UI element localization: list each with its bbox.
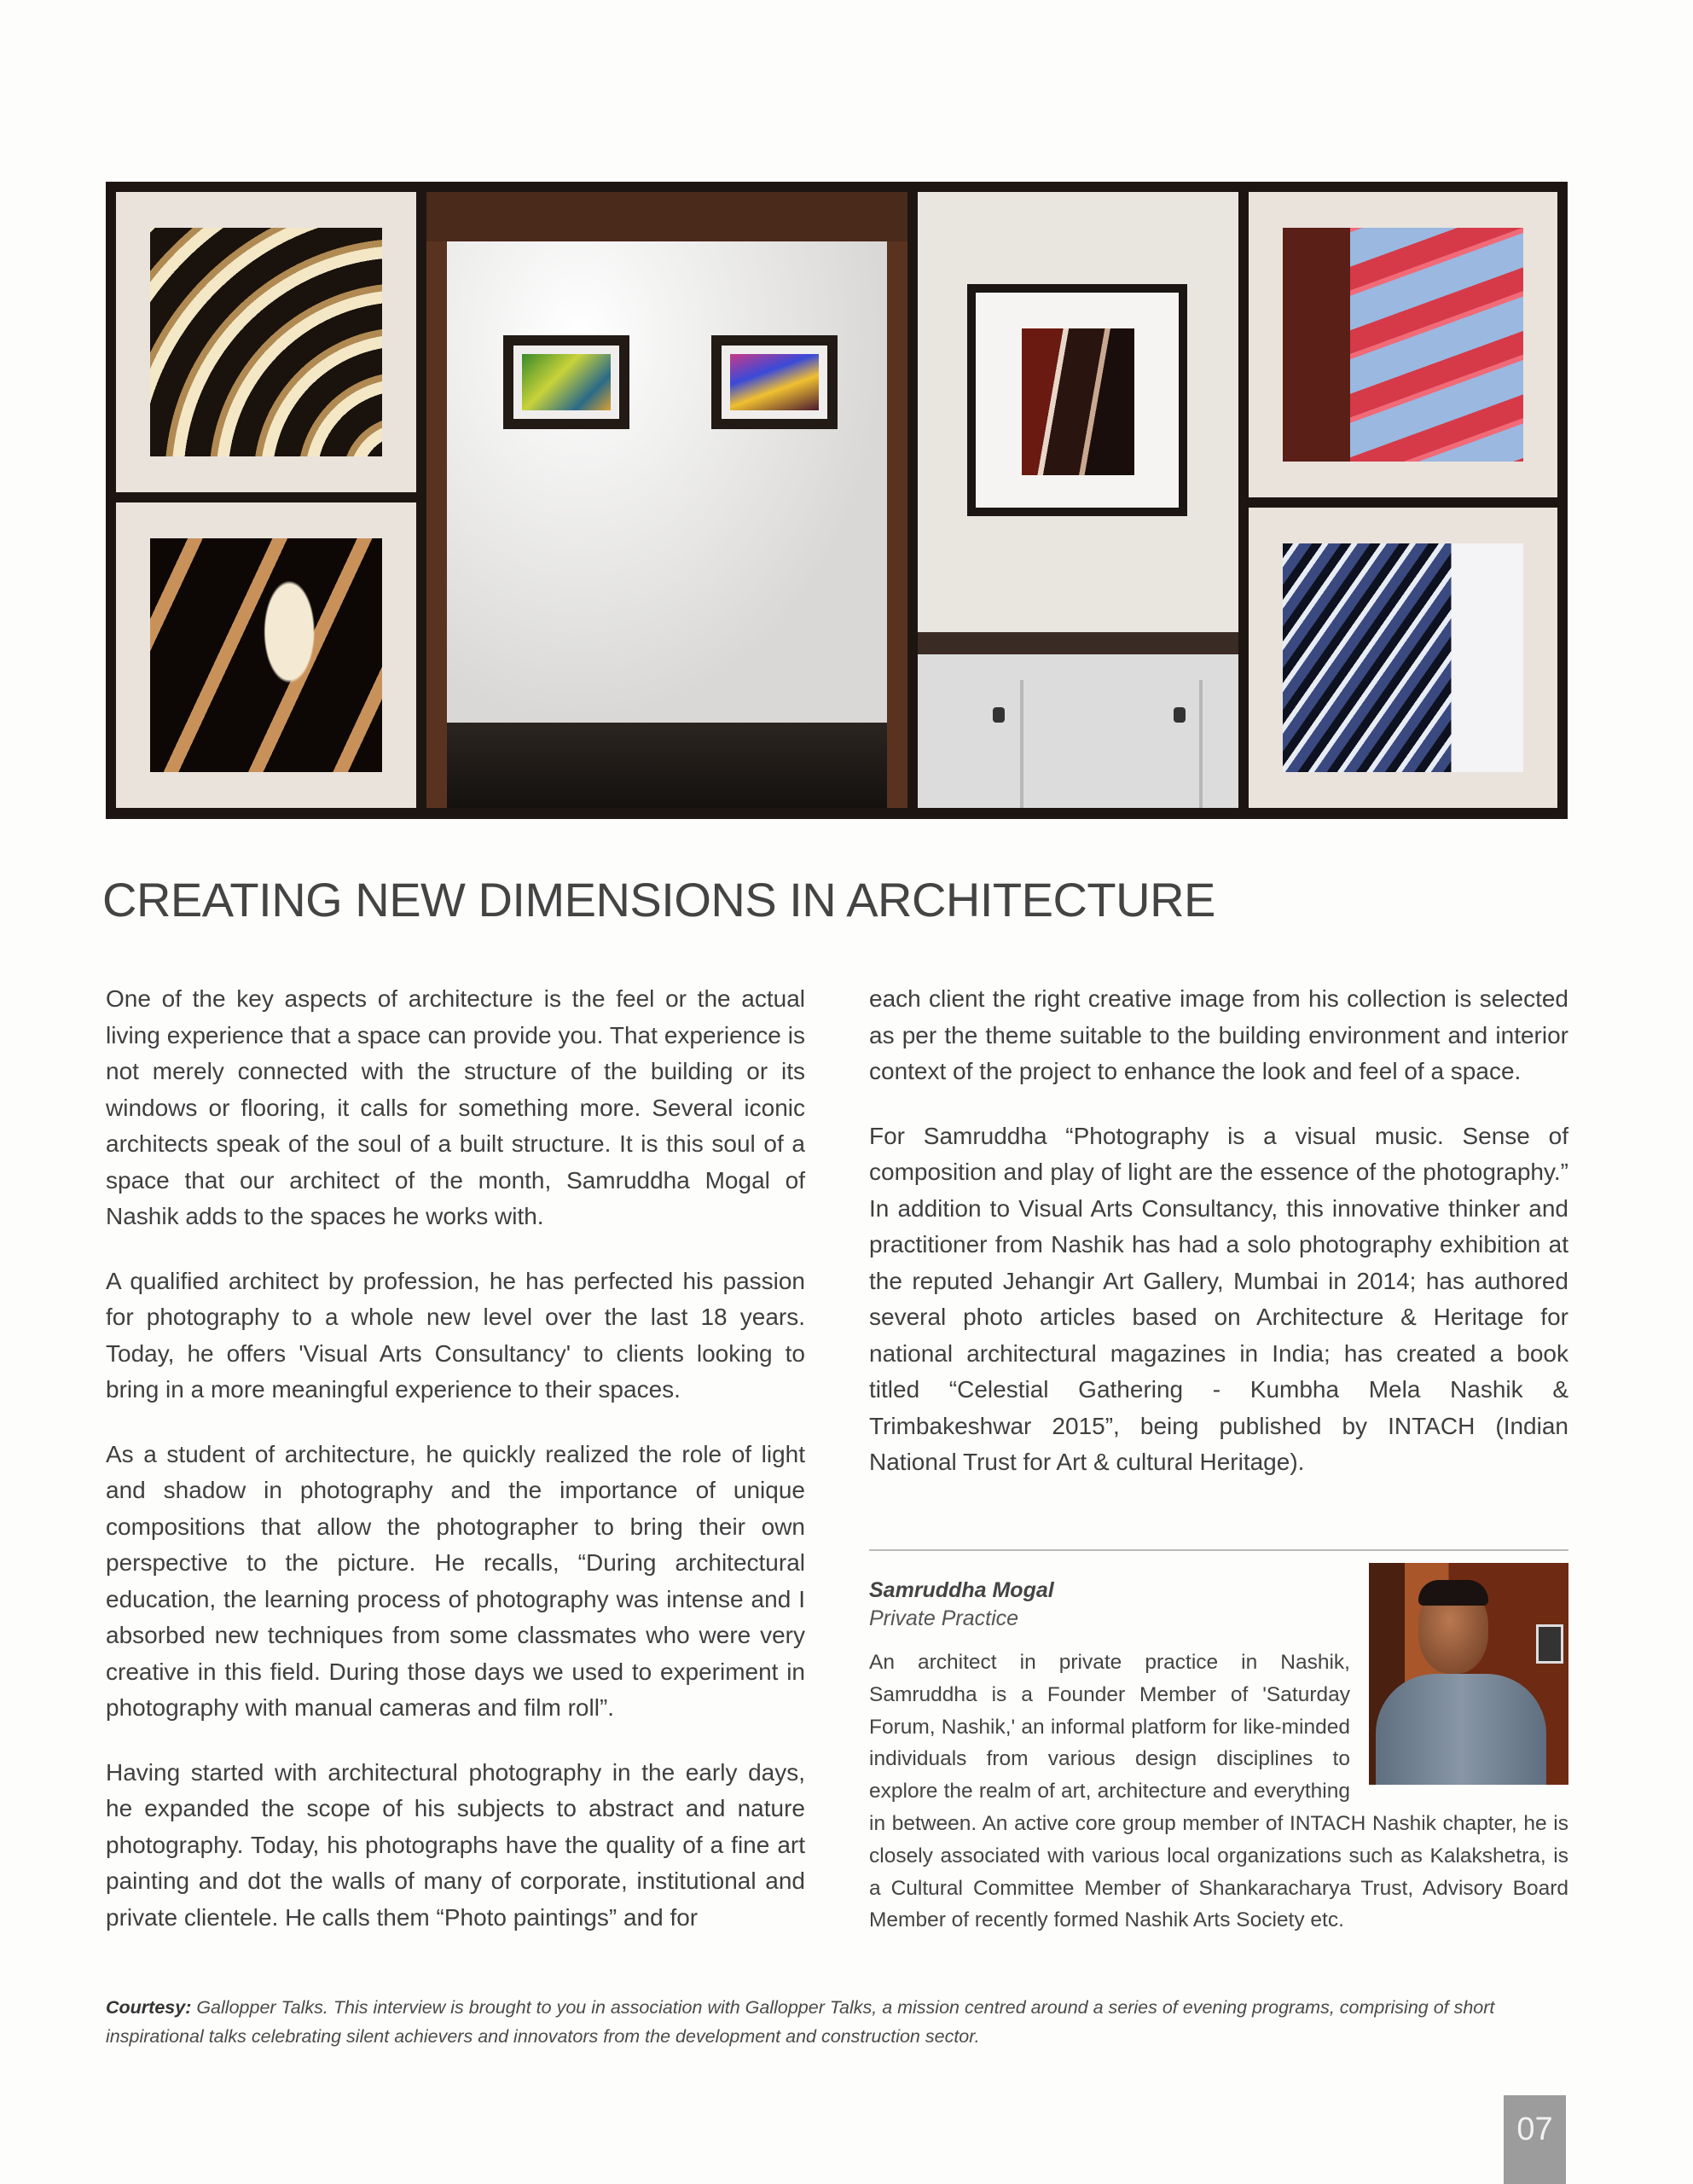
courtesy-label: Courtesy: [106,1997,192,2018]
photo-arches [116,502,416,808]
courtesy-note [106,1993,1568,2051]
paragraph: One of the key aspects of architecture is the feel or the actual living experience that a space can provide you. That experience is not merely connected with the structure of the building or its windows or flooring, it calls for something more. Several iconic architects speak of the soul of a built structure. It is this soul of a space that our architect of the month, Samruddha Mogal of Nashik adds to the spaces he works with. [106,985,805,1229]
framed-artwork [711,335,838,429]
page-number: 07 [1504,2095,1566,2184]
author-bio-text [869,1647,1568,1937]
paragraph: A qualified architect by profession, he has perfected his passion for photography to a whole new level over the last 18 years. Today, he offers 'Visual Arts Consultancy' to clients looking to bring in a more meaningful experience to their spaces. [106,1267,805,1403]
photo-curved-steps [116,192,416,492]
photo-red-staircase [1249,192,1557,497]
author-bio [869,1577,1568,1937]
paragraph: For Samruddha “Photography is a visual music. Sense of composition and play of light are the essence of the photography.” In addition to Visual Arts Consultancy, this innovative thinker and practitioner from Nashik has had a solo photography exhibition at the reputed Jehangir Art Gallery, Mumbai in 2014; has authored several photo articles based on Architecture & Heritage for national architectural magazines in India; has created a book titled “Celestial Gathering - Kumbha Mela Nashik & Trimbakeshwar 2015”, being published by INTACH (Indian National Trust for Art & cultural Heritage). [869,1122,1568,1475]
framed-artwork [503,335,629,429]
photo-collage [106,182,1568,819]
article-column-left [106,981,805,1964]
author-portrait [1369,1563,1568,1785]
bio-text: An architect in private practice in Nashik, Samruddha is a Founder Member of 'Saturday Forum, Nashik,' an informal platform for like-minded individuals from various design disciplines to explore the realm of art, architecture and everything in between. An active core group member of INTACH Nashik chapter, he is closely associated with various local organizations such as Kalakshetra, is a Cultural Committee Member of Shankaracharya Trust, Advisory Board Member of recently formed Nashik Arts Society etc. [869,1651,1568,1932]
author-name: Samruddha Mogal [869,1578,1054,1602]
courtesy-text: Gallopper Talks. This interview is brought to you in association with Gallopper Talks, a mission centred around a series of evening programs, comprising of short inspirational talks celebrating silent achievers and innovators from the development and construction sector. [106,1997,1495,2047]
paragraph: Having started with architectural photography in the early days, he expanded the scope of his subjects to abstract and nature photography. Today, his photographs have the quality of a fine art painting and dot the walls of many of corporate, institutional and private clientele. He calls them “Photo paintings” and for [106,1758,805,1931]
paragraph: As a student of architecture, he quickly realized the role of light and shadow in photography and the importance of unique compositions that allow the photographer to bring their own perspective to the picture. He recalls, “During architectural education, the learning process of photography was intense and I absorbed new techniques from some classmates who were very creative in this field. During those days we used to experiment in photography with manual cameras and film roll”. [106,1440,805,1721]
divider [869,1549,1568,1551]
paragraph: each client the right creative image from his collection is selected as per the theme suitable to the building environment and interior context of the project to enhance the look and feel of a space. [869,985,1568,1084]
framed-artwork [967,284,1187,516]
article-column-right [869,981,1568,1509]
photo-framed-wall-art [918,192,1238,808]
article-title: CREATING NEW DIMENSIONS IN ARCHITECTURE [102,873,1215,926]
author-role: Private Practice [869,1606,1019,1630]
photo-gallery-corridor [426,192,907,808]
photo-steel-facade [1249,508,1557,808]
